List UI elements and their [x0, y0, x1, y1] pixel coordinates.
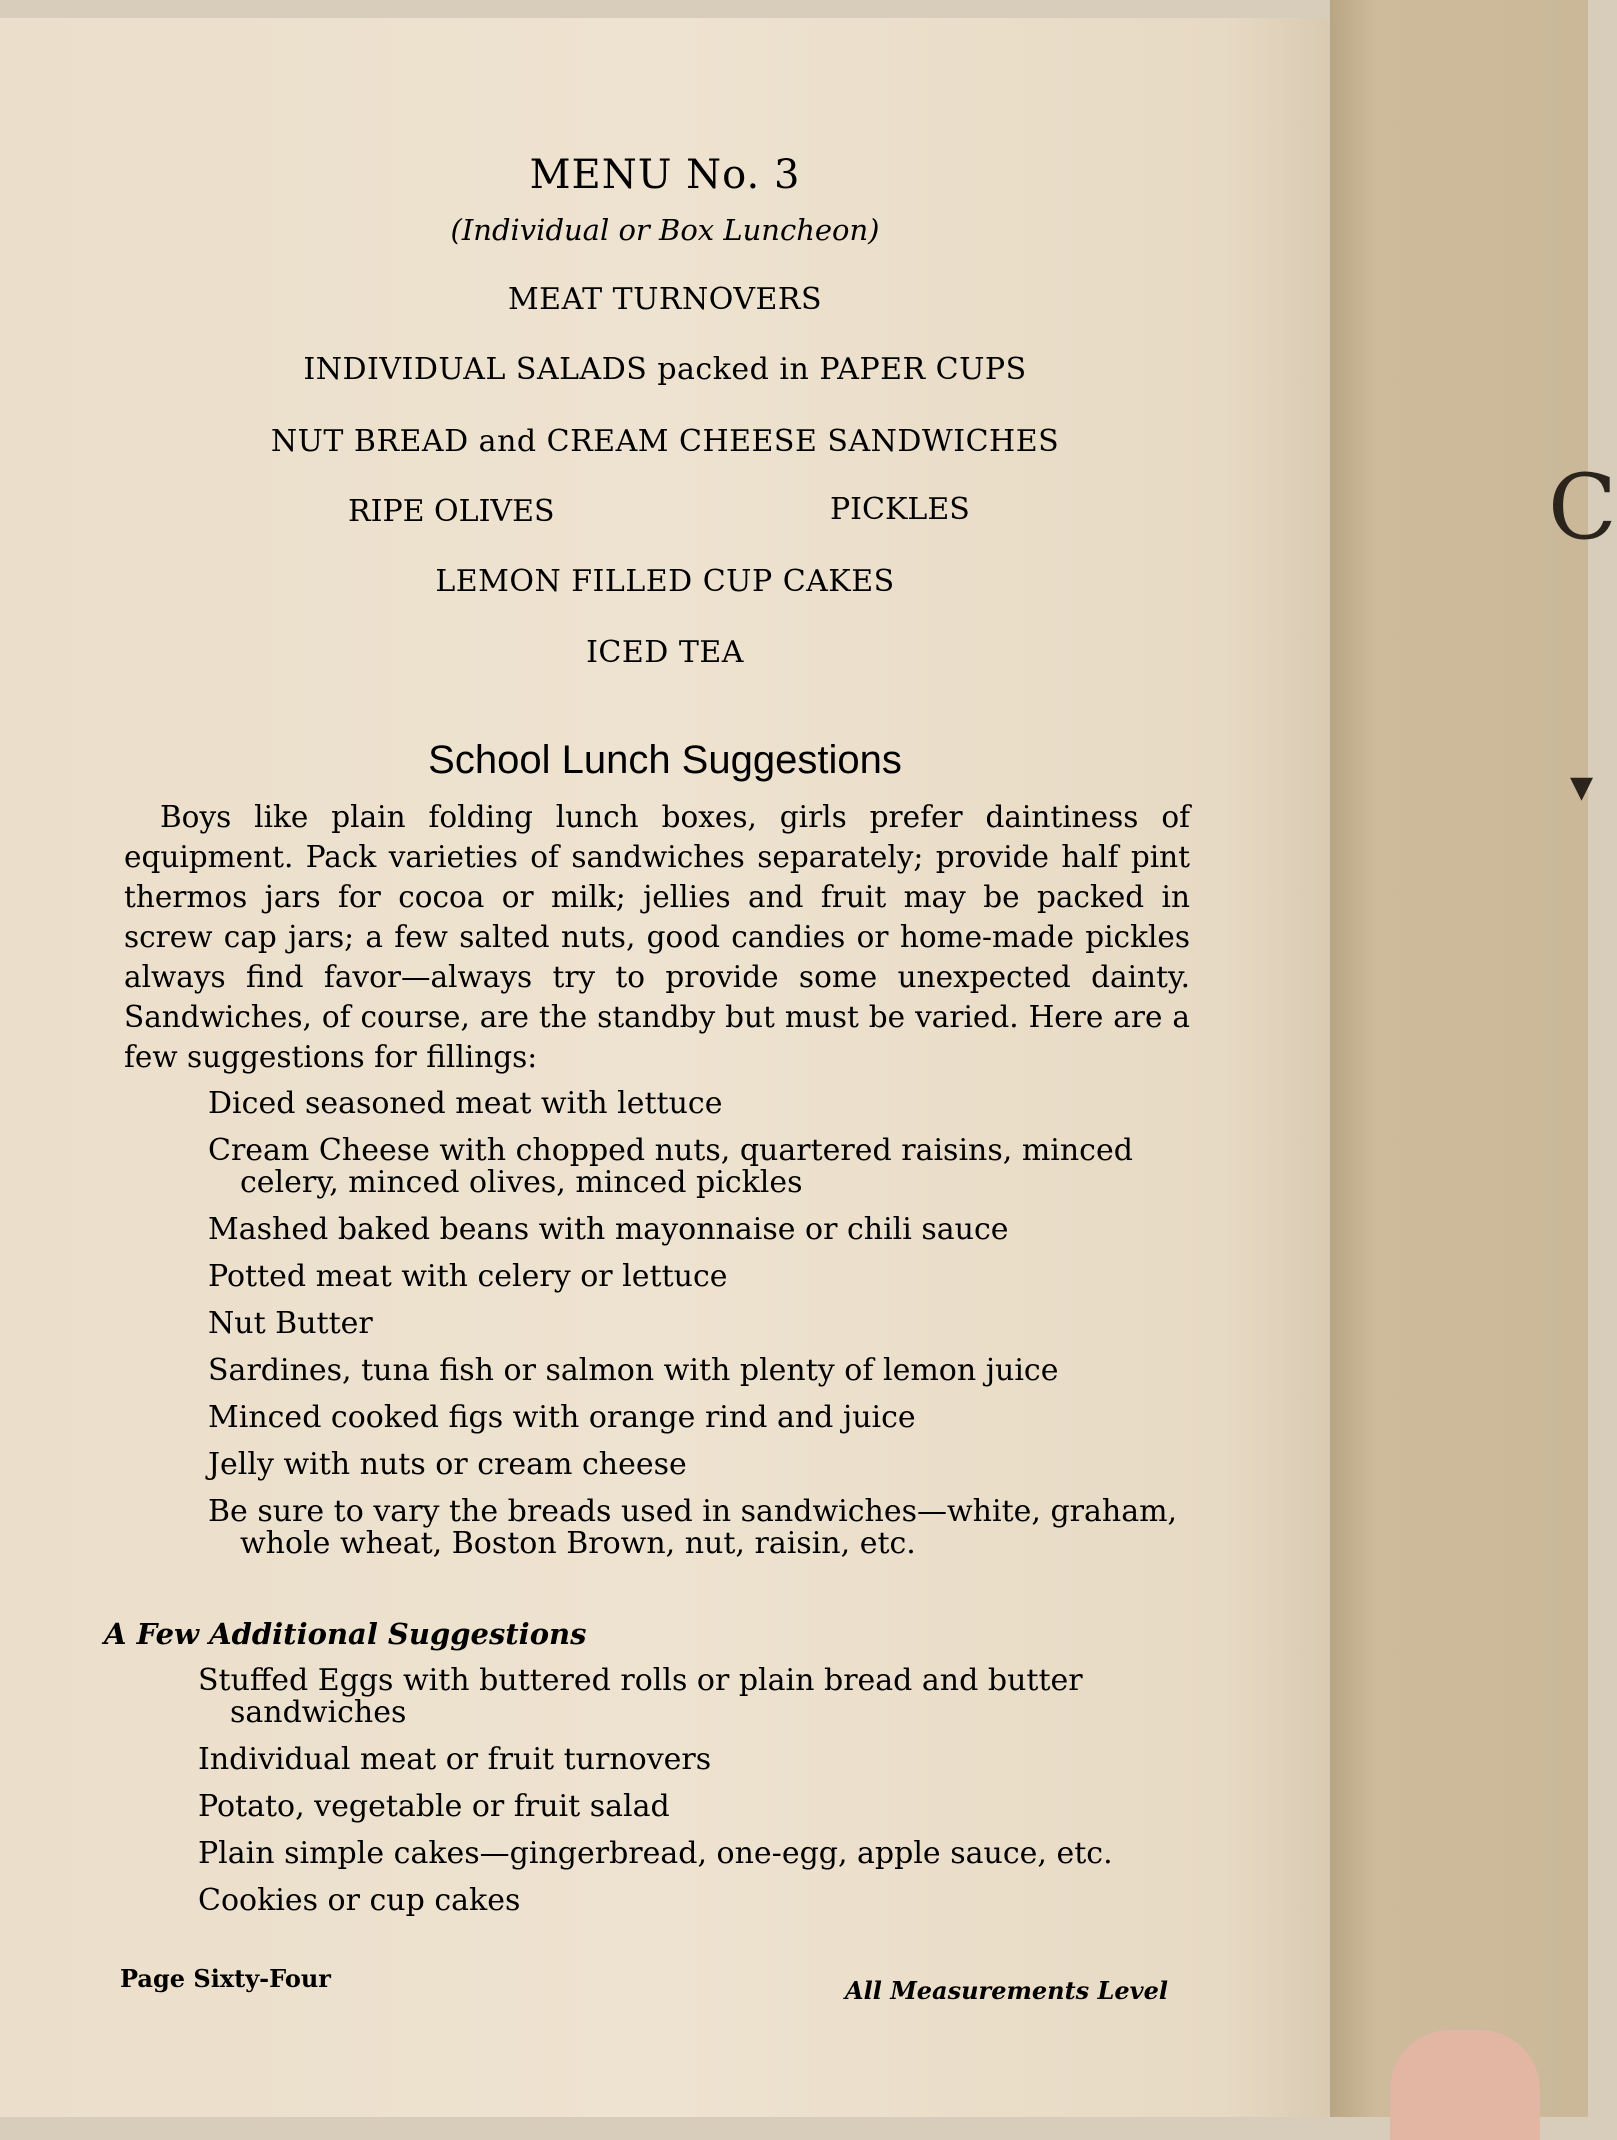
list-item: Jelly with nuts or cream cheese [208, 1447, 687, 1482]
menu-subtitle: (Individual or Box Luncheon) [450, 213, 880, 247]
menu-item: NUT BREAD and CREAM CHEESE SANDWICHES [270, 424, 1060, 459]
facing-page [1330, 0, 1588, 2117]
facing-page-mark: ▼ [1570, 770, 1594, 805]
subheading: A Few Additional Suggestions [104, 1617, 587, 1651]
list-item: Nut Butter [208, 1306, 373, 1341]
list-item: Mashed baked beans with mayonnaise or chili sauce [208, 1212, 1009, 1247]
menu-item: RIPE OLIVES [348, 494, 555, 529]
list-item: Potted meat with celery or lettuce [208, 1259, 728, 1294]
list-item: Minced cooked figs with orange rind and juice [208, 1400, 916, 1435]
footer-note: All Measurements Level [845, 1976, 1169, 2005]
menu-title: MENU No. 3 [529, 152, 801, 198]
intro-paragraph: Boys like plain folding lunch boxes, girls prefer daintiness of equipment. Pack varieties of sandwiches separately; provide half pint thermos jars for cocoa or milk; jellies and fruit may be packed in screw cap jars; a few salted nuts, good candies or home-made pickles always find favor—always try to provide some unexpected dainty. Sandwiches, of course, are the standby but must be varied. Here are a few suggestions for fillings: [124, 800, 1190, 1074]
list-item: Potato, vegetable or fruit salad [198, 1789, 670, 1824]
list-item: Be sure to vary the breads used in sandwiches—white, graham, whole wheat, Boston Brown, nut, raisin, etc. [208, 1494, 1178, 1561]
list-item: Plain simple cakes—gingerbread, one-egg, apple sauce, etc. [198, 1836, 1113, 1871]
section-title: School Lunch Suggestions [428, 738, 902, 782]
list-item: Sardines, tuna fish or salmon with plenty of lemon juice [208, 1353, 1059, 1388]
menu-item: PICKLES [830, 492, 970, 527]
thumb [1390, 2030, 1540, 2140]
menu-item: MEAT TURNOVERS [507, 282, 823, 317]
fillings-list [208, 1088, 1198, 1575]
list-item: Cookies or cup cakes [198, 1883, 521, 1918]
additional-list [198, 1665, 1198, 1932]
facing-page-letter: C [1548, 455, 1617, 560]
list-item: Cream Cheese with chopped nuts, quartered raisins, minced celery, minced olives, minced pickles [208, 1133, 1133, 1200]
list-item: Stuffed Eggs with buttered rolls or plain bread and butter sandwiches [198, 1663, 1083, 1730]
list-item: Individual meat or fruit turnovers [198, 1742, 712, 1777]
menu-item: LEMON FILLED CUP CAKES [435, 564, 895, 599]
list-item: Diced seasoned meat with lettuce [208, 1086, 723, 1121]
page-number: Page Sixty-Four [120, 1964, 331, 1993]
menu-item: INDIVIDUAL SALADS packed in PAPER CUPS [303, 352, 1027, 387]
menu-item: ICED TEA [586, 635, 744, 670]
